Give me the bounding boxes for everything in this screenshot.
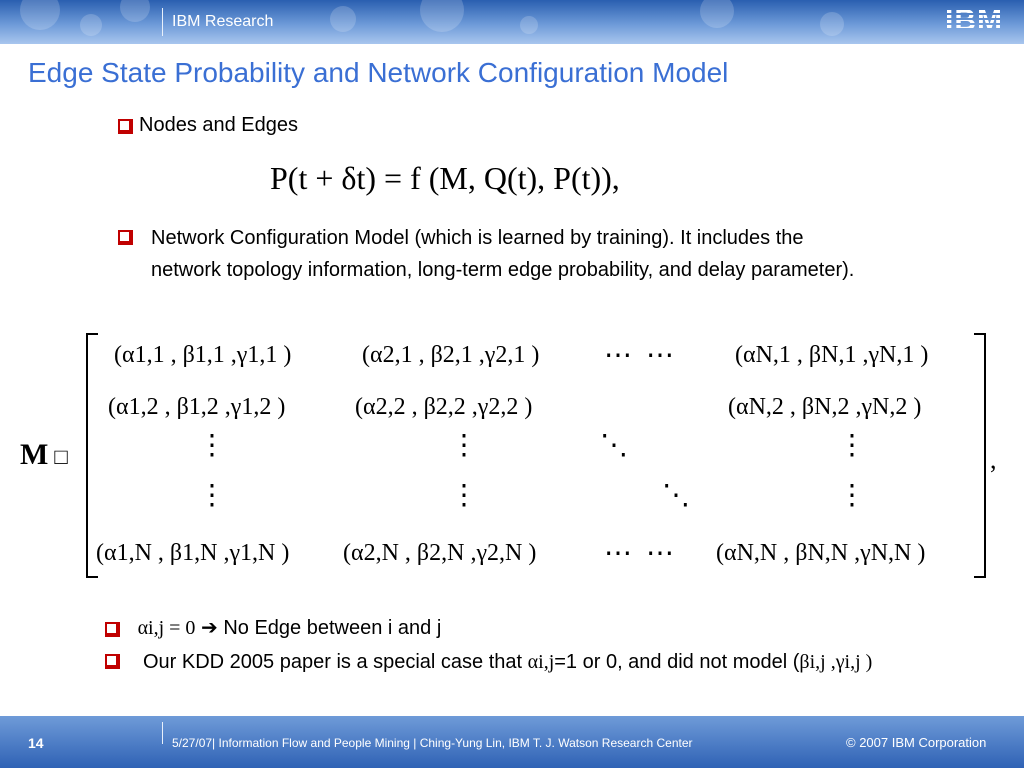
- alpha-zero-condition: αi,j = 0: [137, 617, 196, 639]
- matrix-vdots: ⋮: [838, 480, 866, 511]
- footer-bar: [0, 716, 1024, 768]
- matrix-vdots: ⋮: [198, 480, 226, 511]
- alpha-symbol: αi,j: [527, 651, 555, 673]
- header-divider: [162, 8, 163, 36]
- matrix-symbol: M: [20, 438, 49, 471]
- matrix-comma: ,: [990, 445, 997, 474]
- matrix-cell: (αN,2 , βN,2 ,γN,2 ): [728, 394, 922, 420]
- state-equation: P(t + δt) = f (M, Q(t), P(t)),: [270, 160, 620, 196]
- ibm-logo: IBM: [945, 5, 1017, 37]
- matrix-ddots: ⋱: [600, 430, 628, 461]
- matrix-vdots: ⋮: [838, 430, 866, 461]
- header-section-label: IBM Research: [172, 13, 274, 30]
- bullet-nodes-edges: [118, 114, 298, 137]
- defined-as-symbol: □: [54, 444, 68, 469]
- footer-info: 5/27/07| Information Flow and People Mining | Ching-Yung Lin, IBM T. J. Watson Research Center: [172, 736, 693, 750]
- matrix-cell: (α2,1 , β2,1 ,γ2,1 ): [362, 342, 540, 368]
- matrix-cell: (αN,1 , βN,1 ,γN,1 ): [735, 342, 929, 368]
- matrix-cell: (α1,1 , β1,1 ,γ1,1 ): [114, 342, 292, 368]
- bullet-text: Nodes and Edges: [139, 114, 299, 136]
- footer-copyright: © 2007 IBM Corporation: [846, 735, 987, 750]
- bullet-box-icon: [105, 654, 118, 667]
- bullet-box-icon: [118, 119, 131, 132]
- bullet-text-cont: =1 or 0, and did not model (: [554, 651, 800, 673]
- bullet-text: Network Configuration Model (which is learned by training). It includes the network topology information, long-term edge probability, and delay parameter).: [151, 227, 855, 281]
- matrix-cell: (α1,N , β1,N ,γ1,N ): [96, 540, 290, 566]
- right-arrow-icon: ➔: [201, 617, 218, 639]
- page-number: 14: [28, 735, 44, 751]
- bullet-box-icon: [118, 230, 131, 243]
- beta-gamma-symbols: βi,j ,γi,j ): [799, 651, 873, 673]
- bullet-text: No Edge between i and j: [223, 617, 442, 639]
- matrix-cell: (α2,2 , β2,2 ,γ2,2 ): [355, 394, 533, 420]
- matrix-ddots: ⋱: [662, 480, 690, 511]
- matrix-hdots: ⋯ ⋯: [604, 538, 674, 569]
- slide-title: Edge State Probability and Network Configuration Model: [28, 57, 729, 88]
- matrix-label: [20, 438, 68, 472]
- footer-divider: [162, 722, 163, 744]
- matrix-vdots: ⋮: [198, 430, 226, 461]
- bullet-no-edge: [105, 615, 441, 640]
- matrix-vdots: ⋮: [450, 430, 478, 461]
- bullet-text: Our KDD 2005 paper is a special case that: [143, 651, 523, 673]
- matrix-right-bracket: [974, 333, 986, 578]
- bullet-box-icon: [105, 622, 118, 635]
- matrix-cell: (αN,N , βN,N ,γN,N ): [716, 540, 926, 566]
- matrix-cell: (α2,N , β2,N ,γ2,N ): [343, 540, 537, 566]
- matrix-hdots: ⋯ ⋯: [604, 340, 674, 371]
- header-bar: [0, 0, 1024, 44]
- matrix-vdots: ⋮: [450, 480, 478, 511]
- matrix-cell: (α1,2 , β1,2 ,γ1,2 ): [108, 394, 286, 420]
